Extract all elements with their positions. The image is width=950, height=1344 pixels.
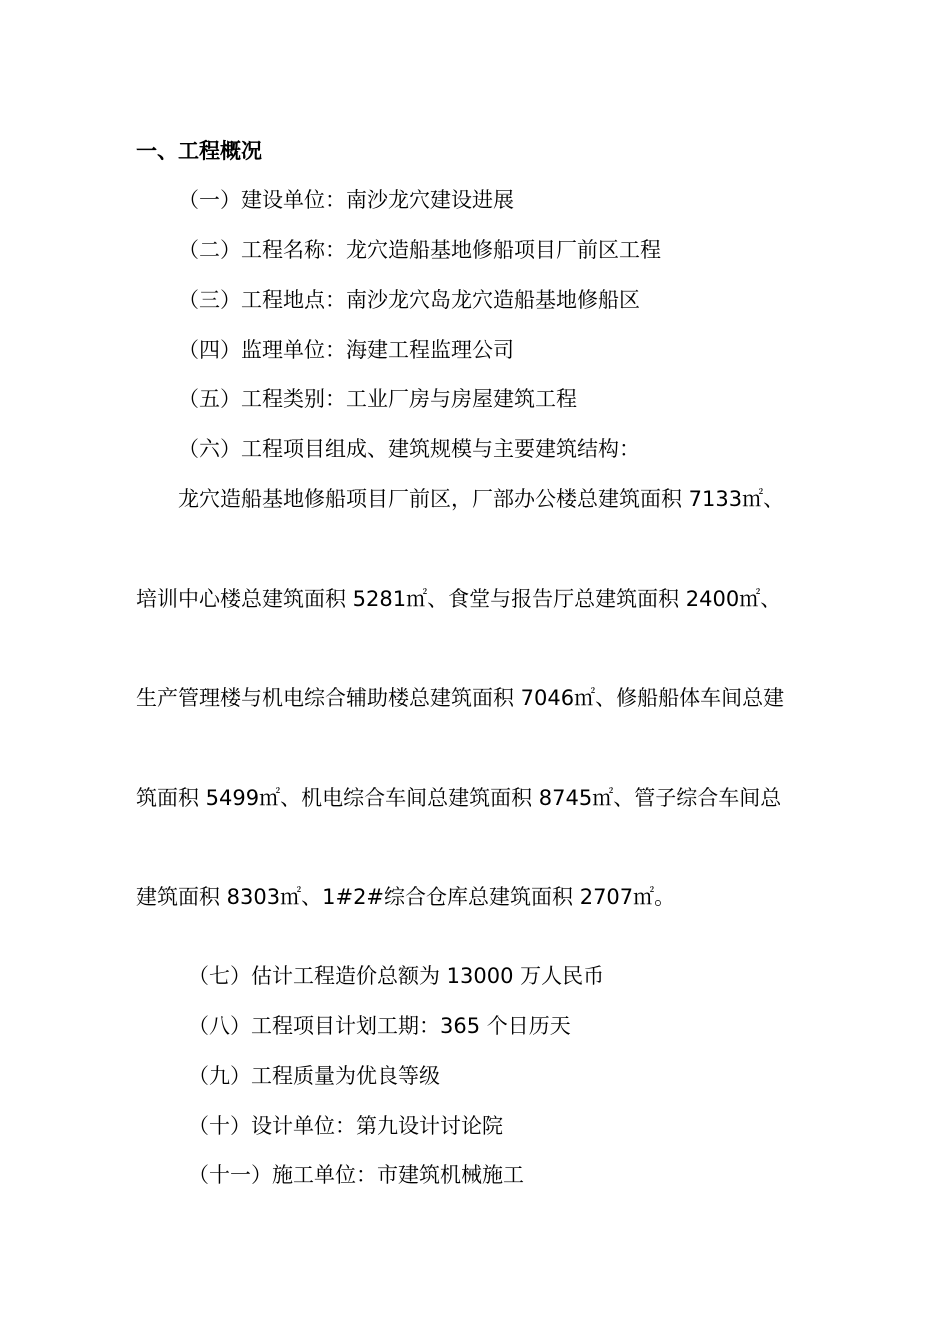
list-item: （五）工程类别：工业厂房与房屋建筑工程 bbox=[178, 387, 577, 411]
list-item: （七）估计工程造价总额为 13000 万人民币 bbox=[188, 964, 605, 988]
list-item: （八）工程项目计划工期：365 个日历天 bbox=[188, 1014, 571, 1038]
list-item: （四）监理单位：海建工程监理公司 bbox=[178, 338, 514, 362]
list-item: （十）设计单位：第九设计讨论院 bbox=[188, 1114, 503, 1138]
list-item: （二）工程名称：龙穴造船基地修船项目厂前区工程 bbox=[178, 238, 661, 262]
list-item: （十一）施工单位：市建筑机械施工 bbox=[188, 1163, 524, 1187]
list-item: （六）工程项目组成、建筑规模与主要建筑结构： bbox=[178, 437, 640, 461]
paragraph-line: 生产管理楼与机电综合辅助楼总建筑面积 7046㎡、修船船体车间总建 bbox=[136, 686, 785, 710]
list-item: （一）建设单位：南沙龙穴建设进展 bbox=[178, 188, 514, 212]
paragraph-line: 建筑面积 8303㎡、1#2#综合仓库总建筑面积 2707㎡。 bbox=[136, 885, 676, 909]
paragraph-line: 筑面积 5499㎡、机电综合车间总建筑面积 8745㎡、管子综合车间总 bbox=[136, 786, 782, 810]
section-heading: 一、工程概况 bbox=[136, 139, 262, 163]
paragraph-line: 龙穴造船基地修船项目厂前区，厂部办公楼总建筑面积 7133㎡、 bbox=[178, 487, 785, 511]
list-item: （三）工程地点：南沙龙穴岛龙穴造船基地修船区 bbox=[178, 288, 640, 312]
paragraph-line: 培训中心楼总建筑面积 5281㎡、食堂与报告厅总建筑面积 2400㎡、 bbox=[136, 587, 782, 611]
list-item: （九）工程质量为优良等级 bbox=[188, 1064, 440, 1088]
